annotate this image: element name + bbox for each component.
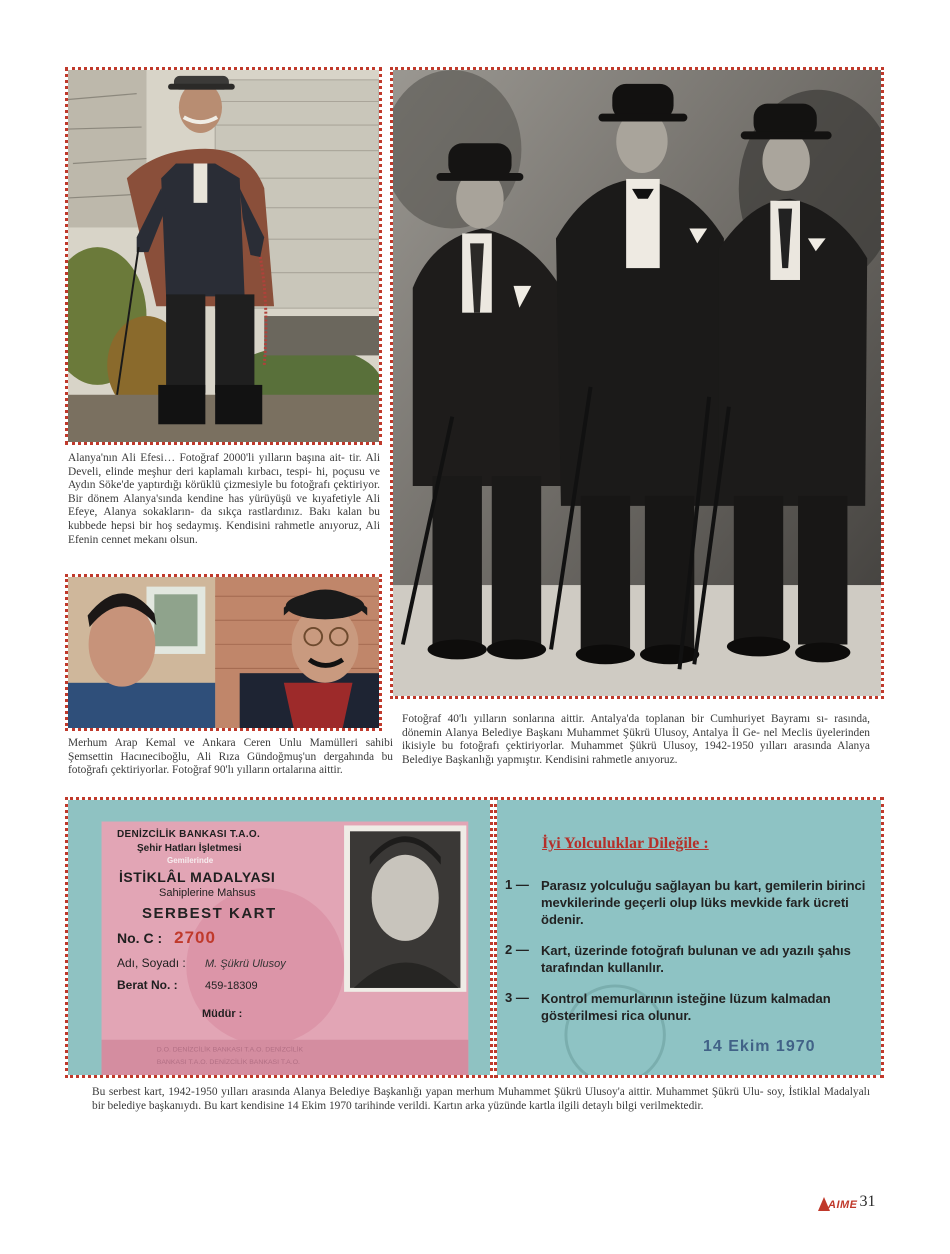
page-footer xyxy=(818,1193,876,1211)
card-rule-1-text: Parasız yolculuğu sağlayan bu kart, gemilerin birinci mevkilerinde geçerli olup lüks mevkide fark ücreti ödenir. xyxy=(541,878,866,927)
card-front-text xyxy=(117,829,347,1020)
card-no-label: No. C : xyxy=(117,930,163,946)
card-rule-2 xyxy=(505,942,880,976)
card-director: Müdür : xyxy=(202,1008,243,1020)
three-men-image xyxy=(393,70,881,696)
card-name-value: M. Şükrü Ulusoy xyxy=(205,958,286,970)
photo-two-men xyxy=(65,574,382,731)
card-rule-3-text: Kontrol memurlarının isteğine lüzum kalmadan gösterilmesi rica olunur. xyxy=(541,991,831,1023)
card-rule-1-num: 1 — xyxy=(505,877,529,892)
card-berat-row xyxy=(117,978,347,992)
card-dept: Şehir Hatları İşletmesi xyxy=(137,843,242,854)
card-rule-2-num: 2 — xyxy=(505,942,529,957)
card-rule-1 xyxy=(505,877,880,928)
card-no-row xyxy=(117,928,347,948)
card-back-heading: İyi Yolculuklar Dileğile : xyxy=(542,835,709,852)
card-pass-title: SERBEST KART xyxy=(142,905,277,922)
caption-three-men: Fotoğraf 40'lı yılların sonlarına aittir. Antalya'da toplanan bir Cumhuriyet Bayramı sı- rasında, dönemin Alanya Belediye Başkanı Muhammet Şükrü Ulusoy, Antalya İl Ge- nel Meclis üyelerinden ikisiyle bu fotoğrafı çektiriyorlar. Muhammet Şükrü Ulusoy, 1942-1950 yılları arasında Alanya Belediye Başkanlığı yapmıştır. Kendisini rahmetle anıyoruz. xyxy=(402,713,870,766)
card-rule-3-num: 3 — xyxy=(505,990,529,1005)
card-berat-label: Berat No. : xyxy=(117,978,178,992)
svg-text:BANKASI T.A.O. DENİZCİLİK BANK: BANKASI T.A.O. DENİZCİLİK BANKASI T.A.O. xyxy=(156,1059,300,1067)
photo-three-men xyxy=(390,67,884,699)
caption-ali-efe: Alanya'nın Ali Efesi… Fotoğraf 2000'li yılların başına ait- tir. Ali Develi, elinde meşhur deri kaplamalı kırbacı, tespi- hi, poçusu ve Aydın Söke'de yaptırdığı körüklü çizmesiyle bu fotoğrafı çektiriyor. Bir dönem Alanya'sında kendine has yürüyüşü ve kıyafetiyle Ali Efeye, Alanya sokakların- da sıkça rastlardınız. Bakı kalan bu kubbede hepsi bir hoş sedaymış. Kendisini rahmetle anıyoruz, Ali Efenin cennet mekanı olsun. xyxy=(68,452,380,546)
card-rule-2-text: Kart, üzerinde fotoğrafı bulunan ve adı yazılı şahıs tarafından kullanılır. xyxy=(541,943,851,975)
card-ships: Gemilerinde xyxy=(167,856,214,865)
card-berat-value: 459-18309 xyxy=(205,980,258,992)
caption-pass-card: Bu serbest kart, 1942-1950 yılları arasında Alanya Belediye Başkanlığı yapan merhum Muhammet Şükrü Ulusoy'a aittir. Muhammet Şükrü Ulu- soy, İstiklal Madalyalı bir belediye başkanıydı. Bu kart kendisine 14 Ekim 1970 tarihinde verildi. Kartın arka yüzünde kartla ilgili detaylı bilgi verilmektedir. xyxy=(92,1086,870,1112)
svg-text:D.O. DENİZCİLİK BANKASI T.A.O.: D.O. DENİZCİLİK BANKASI T.A.O. DENİZCİLİK xyxy=(156,1046,304,1054)
card-rule-3 xyxy=(505,990,880,1024)
card-name-label: Adı, Soyadı : xyxy=(117,956,186,970)
card-bank: DENİZCİLİK BANKASI T.A.O. xyxy=(117,829,261,840)
card-name-row xyxy=(117,956,347,970)
card-no-value: 2700 xyxy=(174,928,216,947)
photo-ali-efe xyxy=(65,67,382,445)
caption-two-men: Merhum Arap Kemal ve Ankara Ceren Unlu Mamülleri sahibi Şemsettin Hacıneciboğlu, Ali Rıza Gündoğmuş'un dergahında bu fotoğrafı çektiriyorlar. Fotoğraf 90'lı yılların ortalarına aittir. xyxy=(68,737,393,777)
two-men-image xyxy=(68,577,379,728)
ali-efe-image xyxy=(68,70,379,442)
card-medal: İSTİKLÂL MADALYASI xyxy=(119,869,276,885)
card-owners: Sahiplerine Mahsus xyxy=(159,887,256,899)
aime-logo: AIME xyxy=(828,1199,858,1211)
page-number: 31 xyxy=(859,1193,876,1210)
card-stamp-date: 14 Ekim 1970 xyxy=(703,1038,816,1055)
card-back-text xyxy=(505,835,880,1056)
